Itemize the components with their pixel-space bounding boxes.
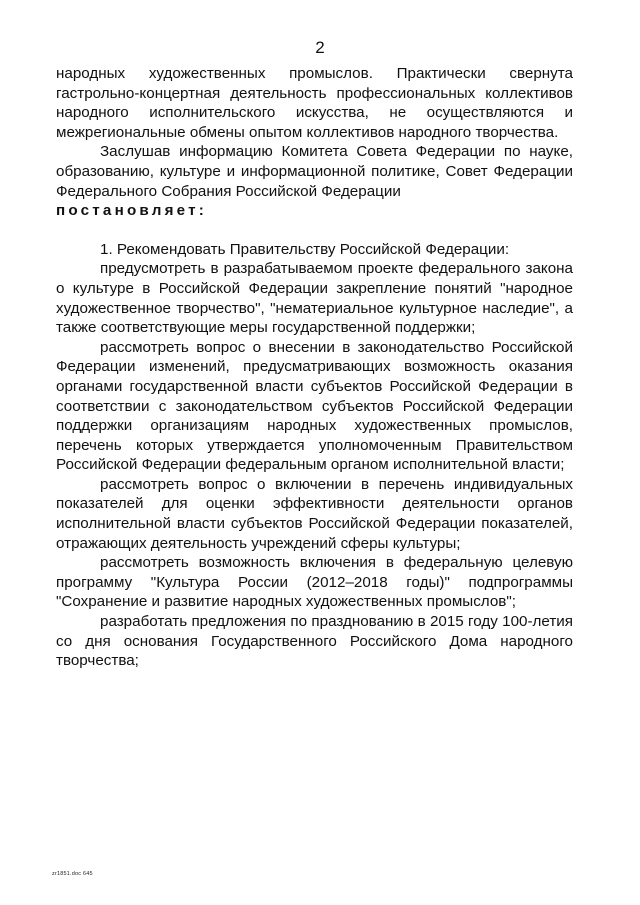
paragraph-provision: рассмотреть вопрос о включении в перечень индивидуальных показателей для оценки эффективности деятельности органов исполнительной власти субъектов Российской Федерации показателей, отражающих деятельность учреждений сферы культуры; — [56, 475, 573, 552]
paragraph-item-1: 1. Рекомендовать Правительству Российской Федерации: — [100, 240, 510, 258]
page-number: 2 — [315, 38, 325, 57]
paragraph-provision: рассмотреть вопрос о внесении в законодательство Российской Федерации изменений, предусматривающих возможность оказания органами государственной власти субъектов Российской Федерации в соответствии с законодательством субъектов Российской Федерации поддержки организациям народных художественных промыслов, перечень которых утверждается уполномоченным Правительством Российской Федерации федеральным органом исполнительной власти; — [56, 338, 573, 474]
document-file-code: zr1851.doc 645 — [52, 871, 93, 877]
resolution-keyword: постановляет: — [56, 202, 208, 220]
paragraph-provision: разработать предложения по празднованию в 2015 году 100-летия со дня основания Государственного Российского Дома народного творчества; — [56, 613, 573, 670]
paragraph-provision: рассмотреть возможность включения в федеральную целевую программу "Культура России (2012–2018 годы)" подпрограммы "Сохранение и развитие народных художественных промыслов"; — [56, 554, 573, 611]
document-body — [56, 64, 573, 671]
paragraph-provision: предусмотреть в разрабатываемом проекте федерального закона о культуре в Российской Федерации закрепление понятий "народное художественное творчество", "нематериальное культурное наследие", а также соответствующие меры государственной поддержки; — [56, 260, 573, 337]
paragraph-preamble: Заслушав информацию Комитета Совета Федерации по науке, образованию, культуре и информационной политике, Совет Федерации Федерального Собрания Российской Федерации — [56, 143, 573, 200]
paragraph-continuation: народных художественных промыслов. Практически свернута гастрольно-концертная деятельность профессиональных коллективов народного исполнительского искусства, не осуществляются и межрегиональные обмены опытом коллективов народного творчества. — [56, 65, 573, 141]
